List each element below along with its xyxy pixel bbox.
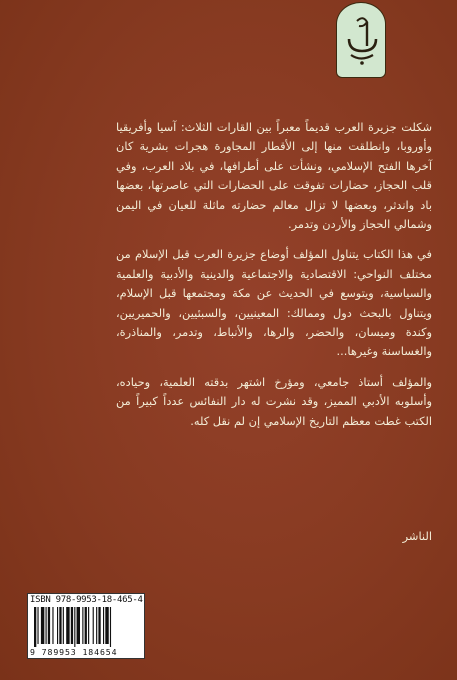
publisher-logo-icon bbox=[336, 2, 386, 78]
barcode-bar bbox=[96, 607, 97, 644]
barcode-bar bbox=[74, 607, 75, 647]
barcode-bar bbox=[34, 607, 36, 647]
barcode-bar bbox=[52, 607, 53, 644]
barcode-bar bbox=[85, 607, 87, 644]
barcode-bar bbox=[66, 607, 69, 644]
back-cover-text bbox=[116, 118, 432, 442]
barcode-digits: 9 789953 184654 bbox=[30, 647, 118, 657]
barcode-bar bbox=[63, 607, 64, 644]
barcode-bar bbox=[110, 607, 111, 647]
barcode-bar bbox=[93, 607, 94, 644]
paragraph-author: والمؤلف أستاذ جامعي، ومؤرخ اشتهر بدقته العلمية، وحياده، وأسلوبه الأدبي المميز، وقد نشرت له دار النفائس عدداً كبيراً من الكتب غطت معظم التاريخ الإسلامي إن لم نقل كله. bbox=[116, 374, 432, 428]
barcode-bar bbox=[41, 607, 44, 644]
barcode-bar bbox=[37, 607, 38, 644]
paragraph-intro: شكلت جزيرة العرب قديماً معبراً بين القارات الثلاث: آسيا وأفريقيا وأوروبا، وانطلقت منها إلى الأقطار المجاورة هجرات بشرية كان آخرها الفتح الإسلامي، ونشأت على أطرافها، في بلاد العرب، وفي قلب الحجاز، حضارات تفوقت على الحضارات التي عاصرتها، بعضها باد واندثر، وبعضها لا تزال معالم حضارته ماثلة للعيان في اليمن وشمالي الحجاز والأردن وتدمر. bbox=[116, 120, 432, 232]
barcode-bar bbox=[48, 607, 50, 644]
barcode-bar bbox=[103, 607, 104, 644]
paragraph-book-content: في هذا الكتاب يتناول المؤلف أوضاع جزيرة العرب قبل الإسلام من مختلف النواحي: الاقتصادية والاجتماعية والدينية والأدبية والعلمية والسياسية، ويتوسع في الحديث عن مكة ومجتمعها قبل الإسلام، ويتناول بالبحث دول وممالك: المعينيين، والسبئيين، والحميريين، وكندة وميسان، والحضر، والرها، والأنباط، وتدمر، والمناذرة، والغساسنة وغيرها... bbox=[116, 247, 432, 359]
isbn-label: ISBN 978-9953-18-465-4 bbox=[30, 595, 143, 605]
barcode-bar bbox=[57, 607, 58, 644]
publisher-signature: الناشر bbox=[402, 529, 432, 543]
barcode-bar bbox=[46, 607, 47, 644]
barcode-bar bbox=[88, 607, 89, 644]
barcode-bar bbox=[77, 607, 80, 644]
barcode bbox=[27, 593, 145, 659]
barcode-bars bbox=[34, 607, 140, 647]
corner-stripe-blue bbox=[0, 0, 2, 167]
barcode-bar bbox=[59, 607, 61, 644]
barcode-bar bbox=[71, 607, 73, 644]
barcode-bar bbox=[105, 607, 108, 644]
barcode-bar bbox=[82, 607, 83, 644]
barcode-bar bbox=[98, 607, 100, 644]
